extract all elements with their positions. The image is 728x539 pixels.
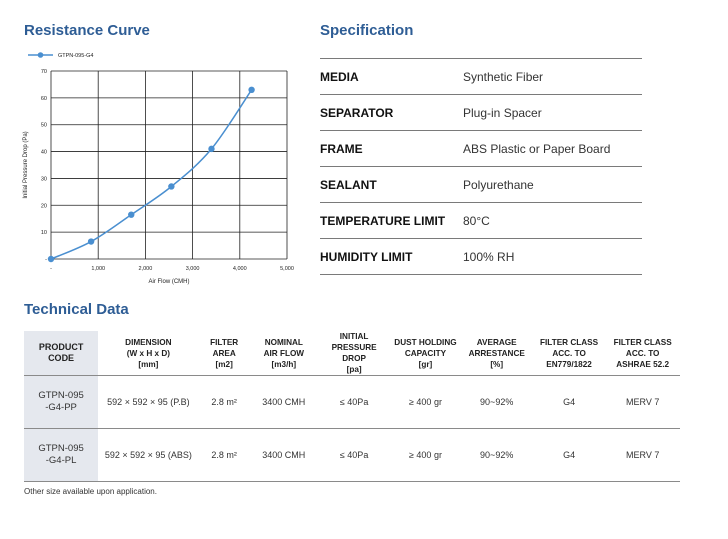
- spec-value: Polyurethane: [463, 177, 534, 192]
- column-header-line: ARRESTANCE: [468, 348, 525, 358]
- spec-value: Plug-in Spacer: [463, 105, 542, 120]
- x-tick-label: -: [50, 266, 52, 272]
- spec-label: SEALANT: [320, 177, 377, 192]
- table-cell: 90~92%: [461, 429, 533, 482]
- data-point: [168, 183, 174, 189]
- x-tick-label: 3,000: [185, 266, 200, 272]
- resistance-curve-title: Resistance Curve: [24, 22, 150, 39]
- x-tick-label: 2,000: [138, 266, 153, 272]
- column-header: [199, 331, 250, 376]
- y-tick-label: 20: [40, 203, 47, 210]
- table-cell: MERV 7: [605, 429, 680, 482]
- table-cell: ≤ 40Pa: [318, 376, 390, 429]
- table-cell: 592 × 592 × 95 (P.B): [98, 376, 198, 429]
- x-tick-label: 5,000: [280, 266, 294, 272]
- spec-label: MEDIA: [320, 69, 359, 84]
- y-tick-label: 70: [40, 69, 47, 75]
- table-cell: ≤ 40Pa: [318, 429, 390, 482]
- table-cell: G4: [533, 429, 606, 482]
- data-point: [208, 146, 214, 152]
- column-header: [461, 331, 533, 376]
- column-header-line: CAPACITY: [404, 348, 447, 358]
- table-row: [24, 429, 680, 482]
- column-header-line: PRODUCT: [38, 342, 84, 352]
- product-code-line: -G4-PL: [45, 455, 77, 466]
- column-header: [533, 331, 606, 376]
- column-header: [390, 331, 460, 376]
- spec-row: [320, 94, 642, 130]
- spec-value: ABS Plastic or Paper Board: [463, 141, 611, 156]
- column-header-line: [mm]: [138, 359, 159, 369]
- column-header-line: CODE: [48, 353, 75, 363]
- column-header-line: NOMINAL: [264, 337, 303, 347]
- y-tick-label: 10: [40, 230, 47, 237]
- table-cell: ≥ 400 gr: [390, 376, 460, 429]
- spec-row: [320, 130, 642, 166]
- product-code-cell: [24, 376, 98, 429]
- column-header-line: (W x H x D): [126, 348, 170, 358]
- data-point: [248, 87, 254, 93]
- specification-table: [320, 58, 642, 275]
- spec-label: SEPARATOR: [320, 105, 394, 120]
- product-code-line: -G4-PP: [45, 402, 77, 413]
- spec-value: Synthetic Fiber: [463, 69, 544, 84]
- table-row: [24, 376, 680, 429]
- x-tick-label: 4,000: [232, 266, 247, 272]
- technical-header-row: [24, 331, 680, 376]
- technical-data-title: Technical Data: [24, 301, 129, 318]
- legend-label: GTPN-095-G4: [58, 53, 94, 59]
- table-cell: ≥ 400 gr: [390, 429, 460, 482]
- column-header: [250, 331, 318, 376]
- product-code-line: GTPN-095: [38, 390, 84, 401]
- column-header-line: ASHRAE 52.2: [616, 359, 670, 369]
- y-tick-label: 40: [40, 149, 47, 156]
- product-code-cell: [24, 429, 98, 482]
- product-code-line: GTPN-095: [38, 443, 84, 454]
- legend-marker: [38, 52, 44, 58]
- column-header-line: FILTER CLASS: [613, 337, 672, 347]
- column-header-line: ACC. TO: [552, 348, 586, 358]
- column-header: [318, 331, 390, 376]
- column-header-line: AVERAGE: [476, 337, 517, 347]
- data-point: [128, 211, 134, 217]
- spec-label: TEMPERATURE LIMIT: [320, 213, 446, 228]
- column-header-line: INITIAL: [339, 332, 369, 341]
- spec-value: 100% RH: [463, 249, 515, 264]
- y-tick-label: -: [45, 257, 47, 263]
- column-header: [98, 331, 198, 376]
- y-tick-label: 60: [40, 95, 47, 102]
- column-header-line: AREA: [212, 348, 236, 358]
- column-header-line: FILTER CLASS: [540, 337, 599, 347]
- y-axis-label: Initial Pressure Drop (Pa): [23, 131, 29, 199]
- data-point: [88, 238, 94, 244]
- spec-label: HUMIDITY LIMIT: [320, 249, 413, 264]
- column-header-line: DUST HOLDING: [394, 337, 457, 347]
- column-header-line: AIR FLOW: [263, 348, 305, 358]
- resistance-curve-chart: [16, 44, 306, 294]
- y-tick-label: 30: [40, 176, 47, 183]
- table-cell: 592 × 592 × 95 (ABS): [98, 429, 198, 482]
- spec-row: [320, 58, 642, 94]
- spec-row: [320, 202, 642, 238]
- column-header: [605, 331, 680, 376]
- spec-label: FRAME: [320, 141, 363, 156]
- column-header-line: PRESSURE DROP: [331, 343, 377, 363]
- table-cell: 3400 CMH: [250, 429, 318, 482]
- column-header-line: ACC. TO: [625, 348, 660, 358]
- data-point: [48, 256, 54, 262]
- specification-title: Specification: [320, 22, 414, 39]
- spec-value: 80°C: [463, 213, 490, 228]
- technical-data-table: [24, 331, 680, 482]
- y-tick-label: 50: [40, 122, 47, 129]
- column-header: [24, 331, 98, 376]
- table-cell: MERV 7: [605, 376, 680, 429]
- table-cell: 3400 CMH: [250, 376, 318, 429]
- table-cell: 90~92%: [461, 376, 533, 429]
- spec-row: [320, 166, 642, 202]
- column-header-line: [m3/h]: [271, 359, 297, 369]
- x-axis-label: Air Flow (CMH): [148, 279, 190, 285]
- column-header-line: [%]: [490, 359, 504, 369]
- table-cell: 2.8 m²: [199, 429, 250, 482]
- series-line: [51, 90, 252, 259]
- column-header-line: FILTER: [210, 337, 239, 347]
- footnote: Other size available upon application.: [24, 487, 157, 496]
- column-header-line: EN779/1822: [546, 359, 592, 369]
- table-cell: 2.8 m²: [199, 376, 250, 429]
- column-header-line: DIMENSION: [125, 337, 172, 347]
- column-header-line: [m2]: [215, 359, 233, 369]
- spec-row: [320, 238, 642, 275]
- column-header-line: [pa]: [346, 365, 362, 374]
- table-cell: G4: [533, 376, 606, 429]
- column-header-line: [gr]: [418, 359, 433, 369]
- x-tick-label: 1,000: [91, 266, 106, 272]
